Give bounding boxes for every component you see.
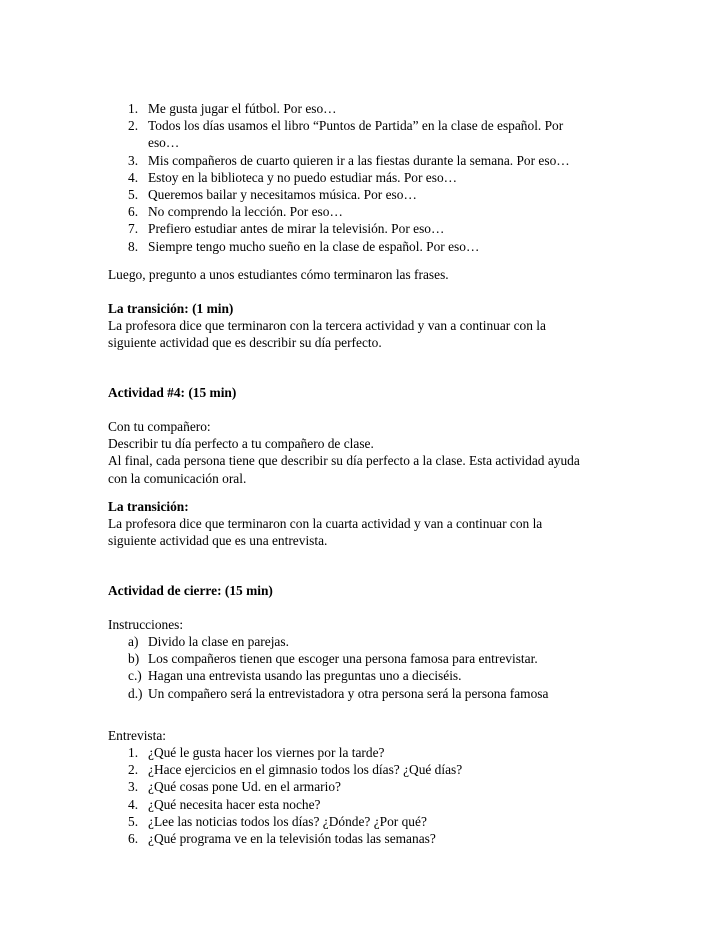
list-item [108,203,628,220]
list-text: ¿Lee las noticias todos los días? ¿Dónde? ¿Por qué? [148,813,427,829]
list-item [108,796,628,813]
interview-questions-list [108,744,628,847]
section-heading: La transición: (1 min) [108,301,234,316]
list-number: 4. [128,169,139,185]
section-heading: La transición: [108,499,189,514]
list-text: Los compañeros tienen que escoger una persona famosa para entrevistar. [148,651,538,667]
list-number: 6. [128,204,139,220]
list-number: 1. [128,745,139,760]
paragraph-text: La profesora dice que terminaron con la cuarta actividad y van a continuar con la [108,516,543,532]
section-instrucciones [108,616,628,633]
list-number: 1. [128,101,139,116]
section-entrevista [108,727,628,744]
section-transicion-1 [108,300,628,352]
list-item [108,685,628,702]
list-text: Todos los días usamos el libro “Puntos de Partida” en la clase de español. Por [148,118,564,134]
list-number: 2. [128,762,139,778]
paragraph-text: Al final, cada persona tiene que describir su día perfecto a la clase. Esta actividad ayuda [108,453,580,469]
paragraph-text: con la comunicación oral. [108,470,247,486]
list-text: ¿Qué necesita hacer esta noche? [148,796,321,812]
list-item [108,744,628,761]
list-text: Me gusta jugar el fútbol. Por eso… [148,101,337,116]
section-heading: Actividad de cierre: (15 min) [108,583,273,598]
list-item [108,778,628,795]
paragraph-text: Con tu compañero: [108,419,211,434]
list-letter: d.) [128,685,143,701]
list-item [108,650,628,667]
list-number: 2. [128,118,139,134]
list-text-continuation: eso… [148,135,180,151]
list-text: No comprendo la lección. Por eso… [148,204,343,220]
list-number: 8. [128,238,139,254]
list-item [108,238,628,255]
list-number: 5. [128,187,139,203]
list-item [108,220,628,237]
list-item [108,117,628,151]
list-item [108,830,628,847]
instructions-list [108,633,628,702]
section-heading: Entrevista: [108,728,167,743]
list-item [108,761,628,778]
list-item [108,813,628,830]
list-text: Un compañero será la entrevistadora y otra persona será la persona famosa [148,685,549,701]
section-transicion-2 [108,498,628,550]
list-number: 6. [128,831,139,847]
section-actividad-4 [108,384,628,401]
list-text: ¿Hace ejercicios en el gimnasio todos los días? ¿Qué días? [148,762,463,778]
list-number: 3. [128,779,139,795]
list-letter: b) [128,651,140,667]
list-text: Siempre tengo mucho sueño en la clase de español. Por eso… [148,238,480,254]
list-text: ¿Qué cosas pone Ud. en el armario? [148,779,341,795]
paragraph-text: siguiente actividad que es describir su día perfecto. [108,335,382,351]
list-number: 3. [128,152,139,168]
list-number: 5. [128,813,139,829]
list-letter: c.) [128,668,142,684]
paragraph-luego [108,266,628,283]
list-item [108,667,628,684]
list-number: 7. [128,221,139,237]
list-text: Queremos bailar y necesitamos música. Por eso… [148,187,417,203]
paragraph-text: Describir tu día perfecto a tu compañero de clase. [108,436,374,452]
section-heading: Actividad #4: (15 min) [108,385,237,400]
paragraph-text: siguiente actividad que es una entrevista. [108,533,328,549]
list-number: 4. [128,796,139,812]
paragraph-text: Instrucciones: [108,617,184,632]
list-letter: a) [128,634,139,649]
paragraph-text: La profesora dice que terminaron con la tercera actividad y van a continuar con la [108,318,546,334]
list-item [108,633,628,650]
list-item [108,186,628,203]
paragraph-text: Luego, pregunto a unos estudiantes cómo terminaron las frases. [108,267,449,282]
list-text: Divido la clase en parejas. [148,634,289,649]
list-text: ¿Qué le gusta hacer los viernes por la tarde? [148,745,385,760]
list-item [108,100,628,117]
section-cierre [108,582,628,599]
list-text: Mis compañeros de cuarto quieren ir a las fiestas durante la semana. Por eso… [148,152,570,168]
list-text: Prefiero estudiar antes de mirar la televisión. Por eso… [148,221,445,237]
list-item [108,152,628,169]
list-item [108,169,628,186]
list-text: Estoy en la biblioteca y no puedo estudiar más. Por eso… [148,169,458,185]
list-text: Hagan una entrevista usando las preguntas uno a dieciséis. [148,668,462,684]
sentence-list [108,100,628,255]
list-text: ¿Qué programa ve en la televisión todas las semanas? [148,831,436,847]
section-actividad-4-body [108,418,628,487]
